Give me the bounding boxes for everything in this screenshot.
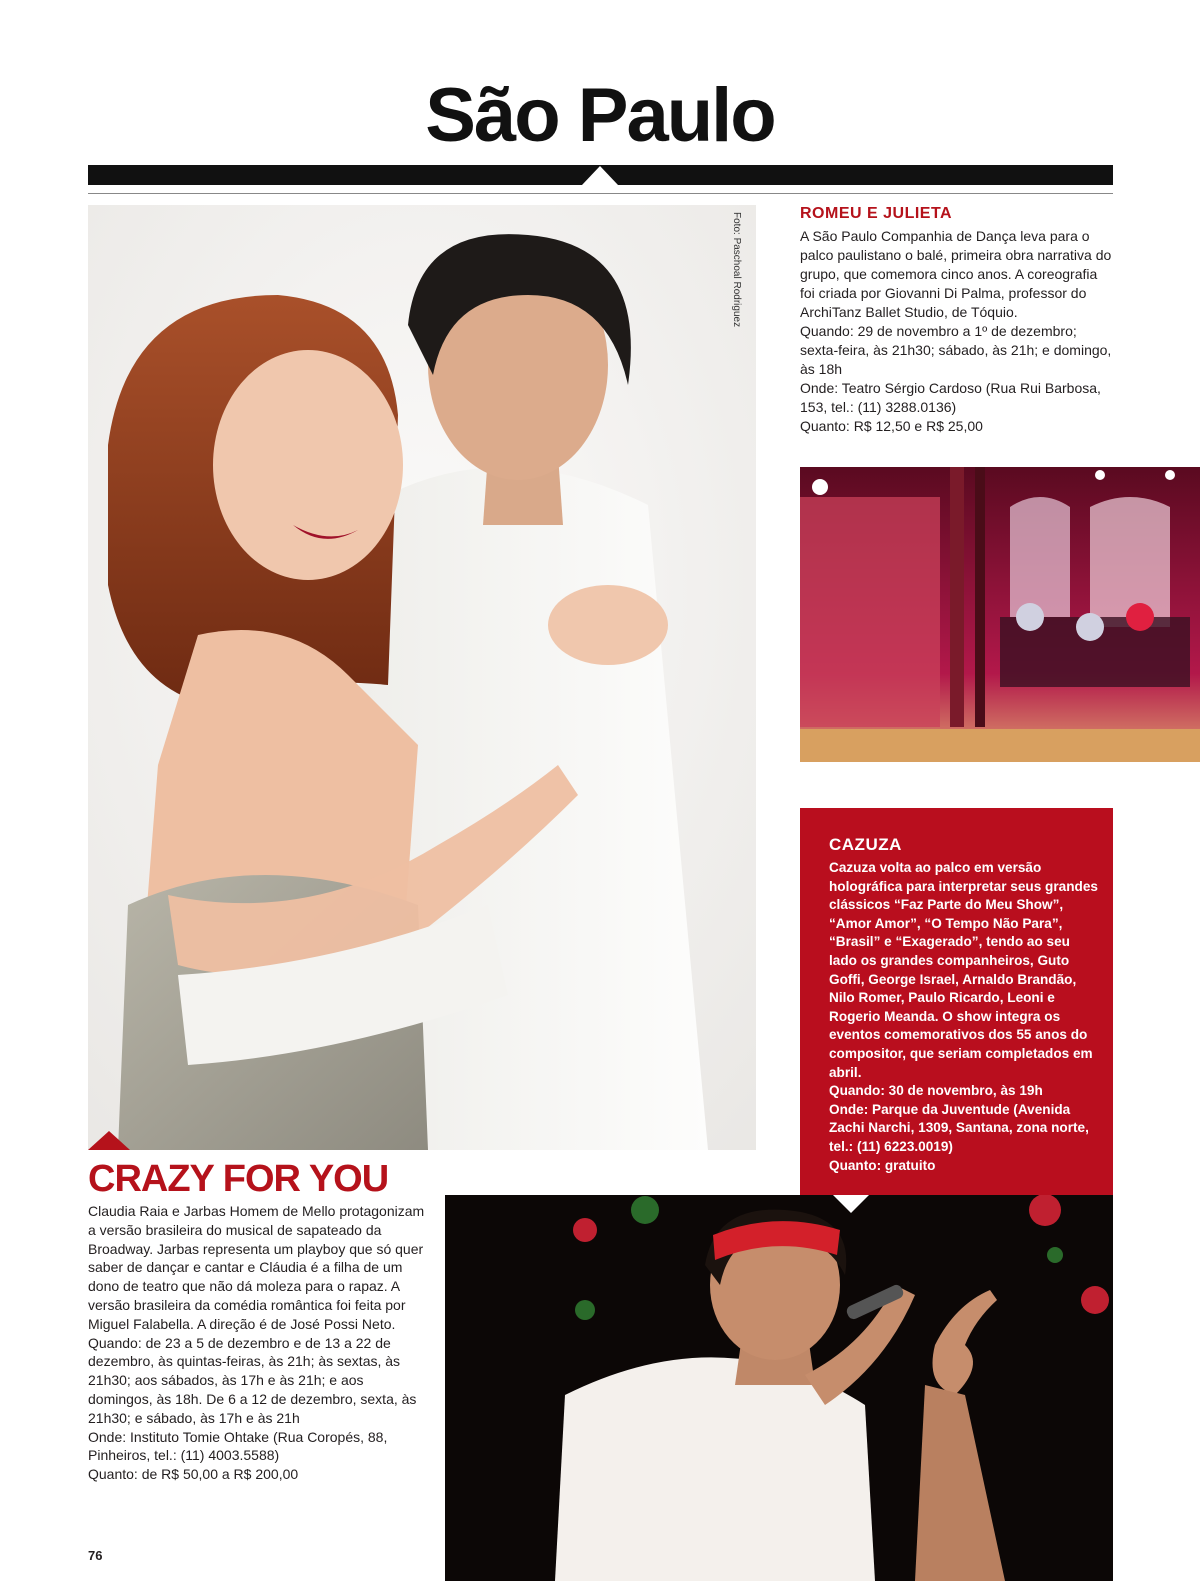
crazy-for-you-title: CRAZY FOR YOU [88, 1158, 389, 1200]
crazy-for-you-where: Onde: Instituto Tomie Ohtake (Rua Coropés, 88, Pinheiros, tel.: (11) 4003.5588) [88, 1428, 388, 1464]
main-photo-couple [88, 205, 756, 1150]
page-number: 76 [88, 1548, 103, 1563]
cazuza-title: CAZUZA [829, 835, 902, 854]
cazuza-photo-notch [833, 1195, 869, 1213]
cazuza-body: Cazuza volta ao palco em versão holográfica para interpretar seus grandes clássicos “Faz Parte do Meu Show”, “Amor Amor”, “O Tempo Não Para”, “Brasil” e “Exagerado”, tendo ao seu lado os grandes companheiros, Guto Goffi, George Israel, Arnaldo Brandão, Nilo Romer, Paulo Ricardo, Leoni e Rogerio Meanda. O show integra os eventos comemorativos dos 55 anos do compositor, que seriam completados em abril. [829, 860, 1098, 1080]
page-title: São Paulo [425, 73, 775, 158]
romeu-julieta-section [800, 205, 1115, 436]
romeu-julieta-price: Quanto: R$ 12,50 e R$ 25,00 [800, 418, 983, 434]
crazy-for-you-section [88, 1160, 428, 1484]
cazuza-price: Quanto: gratuito [829, 1157, 936, 1173]
cazuza-where: Onde: Parque da Juventude (Avenida Zachi Narchi, 1309, Santana, zona norte, tel.: (11) 6223.0019) [829, 1101, 1089, 1154]
header-rule [88, 193, 1113, 194]
crazy-for-you-marker [88, 1131, 130, 1150]
cazuza-section [829, 835, 1099, 1175]
photo-credit: Foto: Paschoal Rodriguez [731, 212, 742, 328]
cazuza-photo [445, 1195, 1113, 1581]
romeu-julieta-where: Onde: Teatro Sérgio Cardoso (Rua Rui Barbosa, 153, tel.: (11) 3288.0136) [800, 380, 1101, 415]
romeu-julieta-photo [800, 467, 1200, 762]
romeu-julieta-title: ROMEU E JULIETA [800, 205, 953, 222]
crazy-for-you-when: Quando: de 23 a 5 de dezembro e de 13 a 22 de dezembro, às quintas-feiras, às 21h; às sextas, às 21h30; aos sábados, às 17h e às 21h; e aos domingos, às 18h. De 6 a 12 de dezembro, sexta, às 21h30; e sábado, às 17h e às 21h [88, 1334, 417, 1426]
crazy-for-you-price: Quanto: de R$ 50,00 a R$ 200,00 [88, 1466, 299, 1483]
romeu-julieta-body: A São Paulo Companhia de Dança leva para o palco paulistano o balé, primeira obra narrativa do grupo, que comemora cinco anos. A coreografia foi criada por Giovanni Di Palma, professor do ArchiTanz Ballet Studio, de Tóquio. [800, 228, 1112, 320]
cazuza-when: Quando: 30 de novembro, às 19h [829, 1083, 1043, 1099]
header-notch [582, 166, 618, 185]
romeu-julieta-when: Quando: 29 de novembro a 1º de dezembro; sexta-feira, às 21h30; sábado, às 21h; e domingo, às 18h [800, 323, 1112, 377]
crazy-for-you-body: Claudia Raia e Jarbas Homem de Mello protagonizam a versão brasileira do musical de sapateado da Broadway. Jarbas representa um playboy que só quer saber de dançar e cantar e Cláudia é a filha de um dono de teatro que não dá moleza para o rapaz. A versão brasileira da comédia romântica foi feita por Miguel Falabella. A direção é de José Possi Neto. [88, 1203, 425, 1332]
